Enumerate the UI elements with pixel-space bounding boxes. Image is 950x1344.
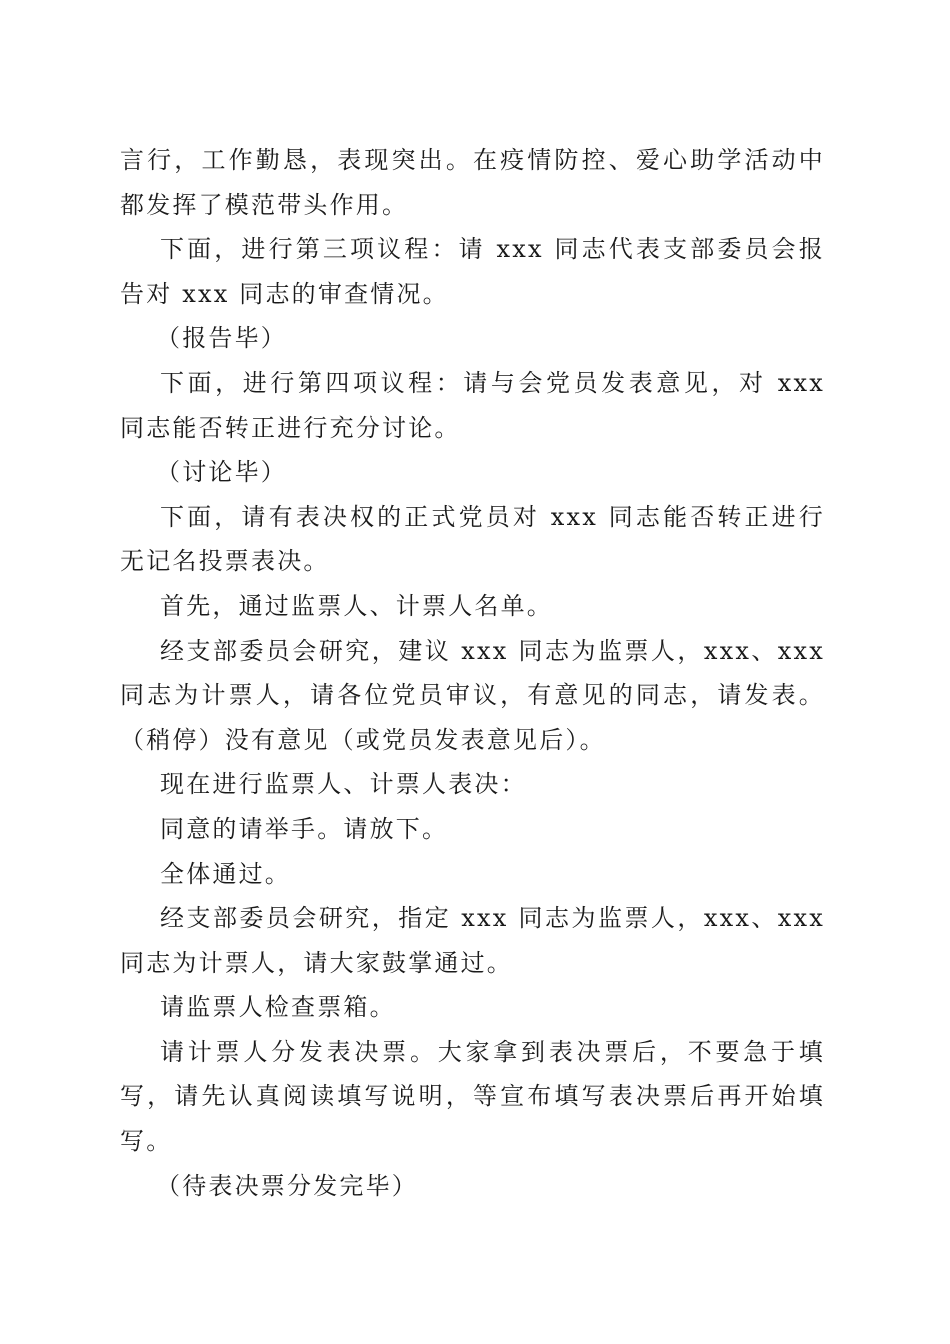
paragraph: 现在进行监票人、计票人表决： [160,770,527,799]
paragraph: 请计票人分发表决票。大家拿到表决票后，不要急于填写，请先认真阅读填写说明，等宣布填写表决票后再开始填写。 [120,1037,825,1156]
paragraph-note: （讨论毕） [156,458,287,487]
paragraph: 下面，请有表决权的正式党员对 xxx 同志能否转正进行无记名投票表决。 [120,502,825,576]
paragraph: 经支部委员会研究，建议 xxx 同志为监票人，xxx、xxx 同志为计票人，请各位党员审议，有意见的同志，请发表。（稍停）没有意见（或党员发表意见后）。 [120,636,825,754]
paragraph: 同意的请举手。请放下。 [160,814,449,843]
paragraph: 言行，工作勤恳，表现突出。在疫情防控、爱心助学活动中都发挥了模范带头作用。 [120,146,825,219]
paragraph: 首先，通过监票人、计票人名单。 [160,591,553,620]
paragraph-note: （待表决票分发完毕） [156,1171,418,1200]
paragraph: 下面，进行第四项议程：请与会党员发表意见，对 xxx 同志能否转正进行充分讨论。 [120,368,825,442]
paragraph: 请监票人检查票箱。 [160,993,396,1022]
paragraph: 经支部委员会研究，指定 xxx 同志为监票人，xxx、xxx 同志为计票人，请大家鼓掌通过。 [120,904,825,977]
paragraph: 全体通过。 [160,859,291,888]
paragraph-note: （报告毕） [156,324,287,353]
document-body [120,138,825,1208]
paragraph: 下面，进行第三项议程：请 xxx 同志代表支部委员会报告对 xxx 同志的审查情况。 [120,235,825,308]
